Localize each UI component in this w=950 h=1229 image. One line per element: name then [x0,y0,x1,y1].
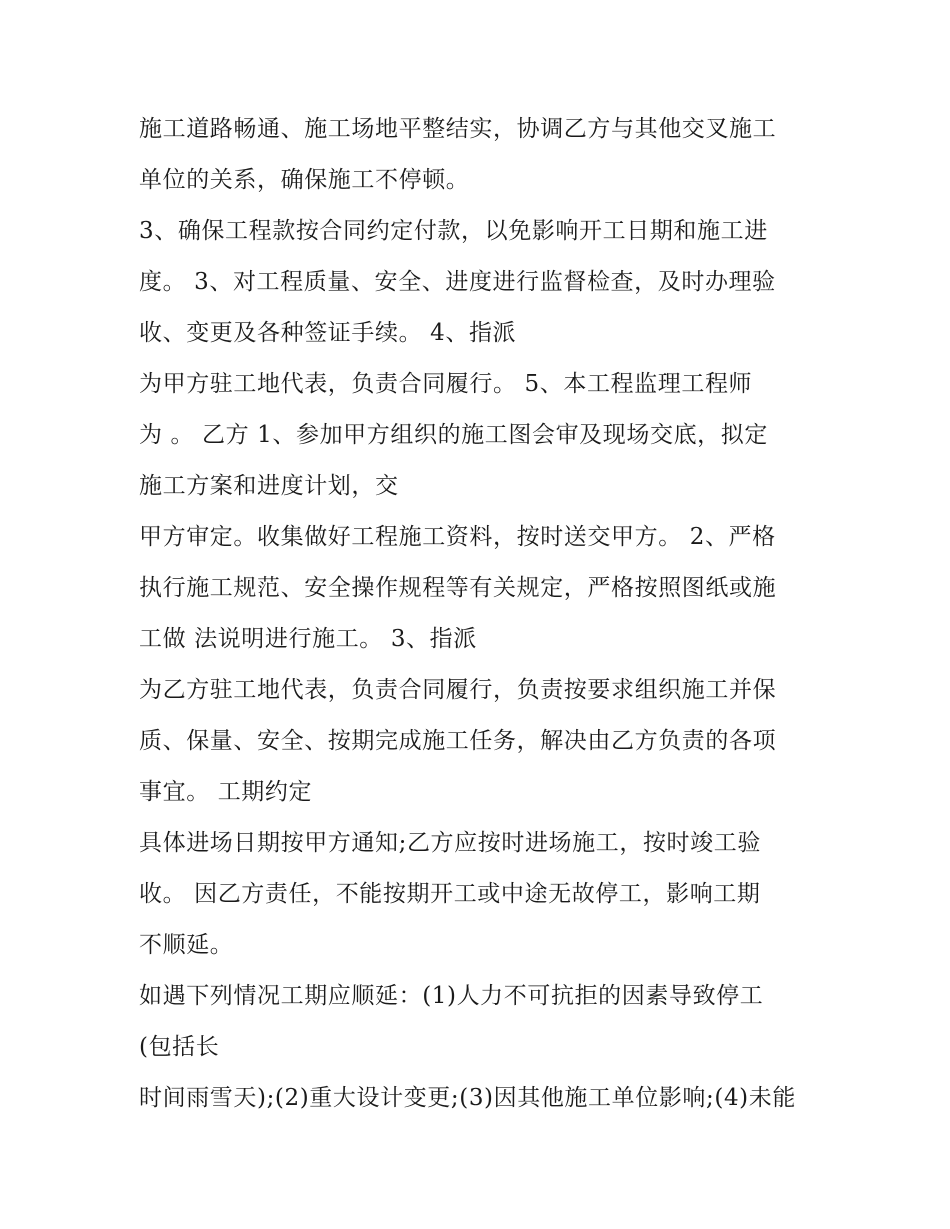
text-line: 3、确保工程款按合同约定付款，以免影响开工日期和施工进 [139,218,768,244]
text-line: 具体进场日期按甲方通知;乙方应按时进场施工，按时竣工验 [139,830,761,856]
text-line: 工做 法说明进行施工。 3、指派 [139,626,477,652]
text-line: 不顺延。 [139,932,234,958]
text-line: 施工方案和进度计划，交 [139,473,399,499]
text-line: 度。 3、对工程质量、安全、进度进行监督检查，及时办理验 [139,269,776,295]
text-line: 质、保量、安全、按期完成施工任务，解决由乙方负责的各项 [139,728,777,754]
text-line: 单位的关系，确保施工不停顿。 [139,167,470,193]
text-line: 执行施工规范、安全操作规程等有关规定，严格按照图纸或施 [139,575,777,601]
text-line: 收。 因乙方责任，不能按期开工或中途无故停工，影响工期 [139,881,761,907]
text-line: (包括长 [139,1034,220,1060]
text-line: 如遇下列情况工期应顺延：(1)人力不可抗拒的因素导致停工 [139,983,764,1009]
document-body [139,104,819,1124]
text-line: 甲方审定。收集做好工程施工资料，按时送交甲方。 2、严格 [139,524,776,550]
text-line: 为甲方驻工地代表，负责合同履行。 5、本工程监理工程师 [139,371,753,397]
text-line: 收、变更及各种签证手续。 4、指派 [139,320,517,346]
text-line: 为乙方驻工地代表，负责合同履行，负责按要求组织施工并保 [139,677,777,703]
text-line: 为 。 乙方 1、参加甲方组织的施工图会审及现场交底，拟定 [139,422,768,448]
text-line: 施工道路畅通、施工场地平整结实，协调乙方与其他交叉施工 [139,116,777,142]
text-line: 时间雨雪天);(2)重大设计变更;(3)因其他施工单位影响;(4)未能 [139,1085,796,1111]
text-line: 事宜。 工期约定 [139,779,313,805]
